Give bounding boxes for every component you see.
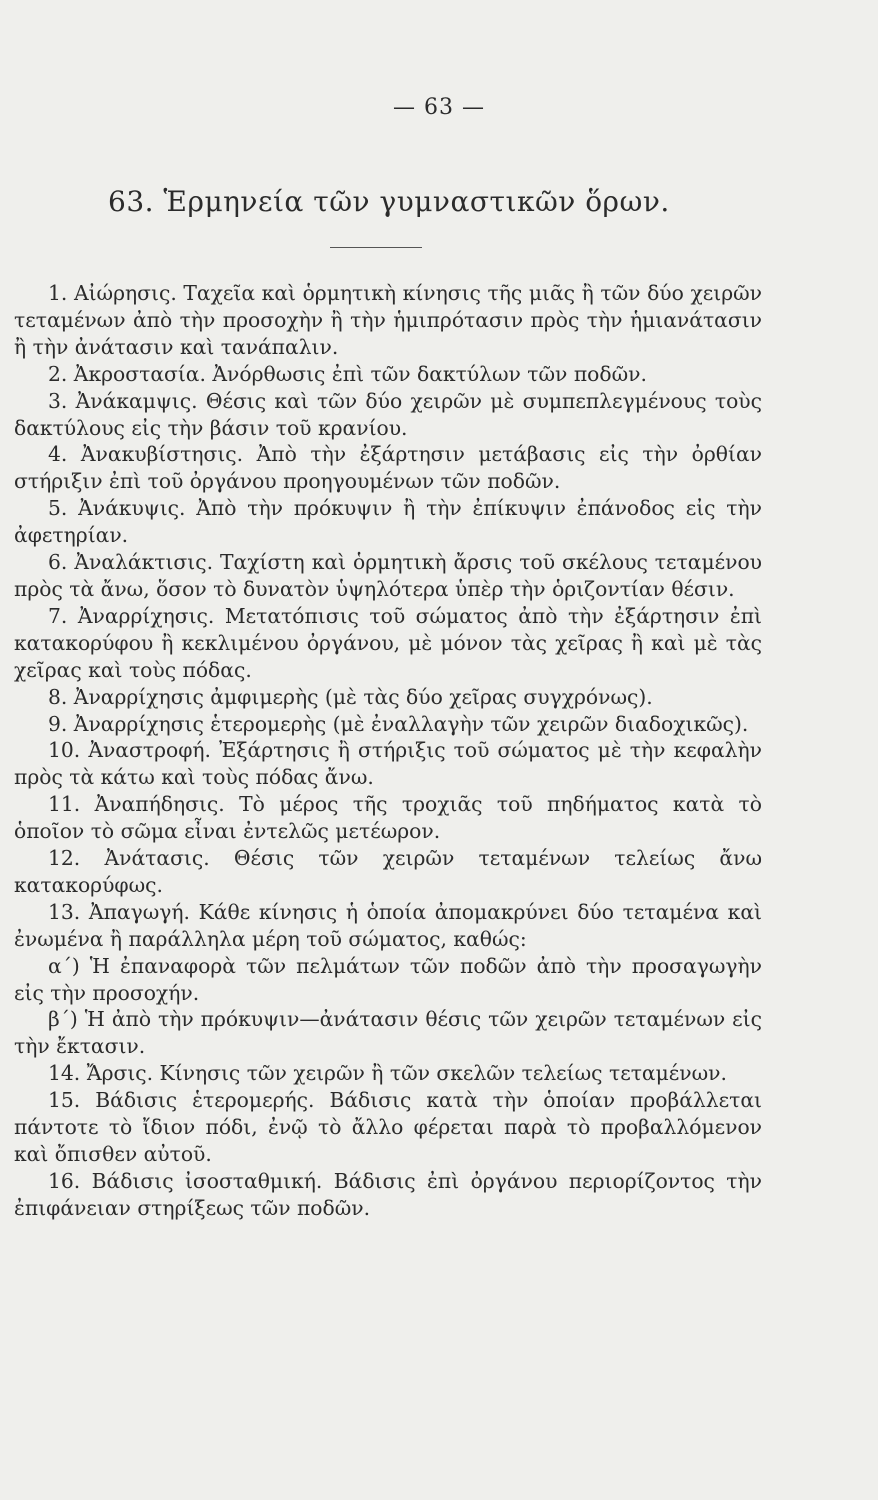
glossary-entry: 1. Αἰώρησις. Ταχεῖα καὶ ὁρμητικὴ κίνησις τῆς μιᾶς ἢ τῶν δύο χειρῶν τεταμένων ἀπὸ τὴν προσοχὴν ἢ τὴν ἡμιπρότασιν πρὸς τὴν ἡμιανάτασιν ἢ τὴν ἀνάτασιν καὶ τανάπαλιν. xyxy=(14,281,762,359)
glossary-entry: 15. Βάδισις ἑτερομερής. Βάδισις κατὰ τὴν ὁποίαν προβάλλεται πάντοτε τὸ ἴδιον πόδι, ἐνῷ τὸ ἄλλο φέρεται παρὰ τὸ προβαλλόμενον καὶ ὄπισθεν αὐτοῦ. xyxy=(14,1088,762,1166)
glossary-entry: 3. Ἀνάκαμψις. Θέσις καὶ τῶν δύο χειρῶν μὲ συμπεπλεγμένους τοὺς δακτύλους εἰς τὴν βάσιν τοῦ κρανίου. xyxy=(14,388,762,440)
glossary-entry: 5. Ἀνάκυψις. Ἀπὸ τὴν πρόκυψιν ἢ τὴν ἐπίκυψιν ἐπάνοδος εἰς τὴν ἀφετηρίαν. xyxy=(14,496,762,548)
glossary-entry: 6. Ἀναλάκτισις. Ταχίστη καὶ ὁρμητικὴ ἄρσις τοῦ σκέλους τεταμένου πρὸς τὰ ἄνω, ὅσον τὸ δυνατὸν ὑψηλότερα ὑπὲρ τὴν ὁριζοντίαν θέσιν. xyxy=(14,550,762,601)
glossary-entry: 8. Ἀναρρίχησις ἀμφιμερὴς (μὲ τὰς δύο χεῖρας συγχρόνως). xyxy=(48,684,653,709)
page-number: — 63 — xyxy=(393,95,485,120)
glossary-subentry: α΄) Ἡ ἐπαναφορὰ τῶν πελμάτων τῶν ποδῶν ἀπὸ τὴν προσαγωγὴν εἰς τὴν προσοχήν. xyxy=(14,953,762,1005)
glossary-entry: 2. Ἀκροστασία. Ἀνόρθωσις ἐπὶ τῶν δακτύλων τῶν ποδῶν. xyxy=(48,361,647,386)
glossary-subentry: β΄) Ἡ ἀπὸ τὴν πρόκυψιν—ἀνάτασιν θέσις τῶν χειρῶν τεταμένων εἰς τὴν ἔκτασιν. xyxy=(14,1007,762,1059)
glossary-entry: 14. Ἄρσις. Κίνησις τῶν χειρῶν ἢ τῶν σκελῶν τελείως τεταμένων. xyxy=(48,1061,727,1086)
glossary-entry: 7. Ἀναρρίχησις. Μετατόπισις τοῦ σώματος ἀπὸ τὴν ἐξάρτησιν ἐπὶ κατακορύφου ἢ κεκλιμένου ὀργάνου, μὲ μόνον τὰς χεῖρας ἢ καὶ μὲ τὰς χεῖρας καὶ τοὺς πόδας. xyxy=(14,603,762,682)
glossary-entry: 16. Βάδισις ἰσοσταθμική. Βάδισις ἐπὶ ὀργάνου περιορίζοντος τὴν ἐπιφάνειαν στηρίξεως τῶν ποδῶν. xyxy=(14,1168,762,1220)
section-title: 63. Ἑρμηνεία τῶν γυμναστικῶν ὅρων. xyxy=(108,185,670,218)
glossary-entry: 10. Ἀναστροφή. Ἐξάρτησις ἢ στήριξις τοῦ σώματος μὲ τὴν κεφαλὴν πρὸς τὰ κάτω καὶ τοὺς πόδας ἄνω. xyxy=(14,738,762,790)
glossary-entry: 12. Ἀνάτασις. Θέσις τῶν χειρῶν τεταμένων τελείως ἄνω κατακορύφως. xyxy=(14,846,762,897)
glossary-entry: 9. Ἀναρρίχησις ἑτερομερὴς (μὲ ἐναλλαγὴν τῶν χειρῶν διαδοχικῶς). xyxy=(48,711,749,736)
glossary-entry: 13. Ἀπαγωγή. Κάθε κίνησις ἡ ὁποία ἀπομακρύνει δύο τεταμένα καὶ ἐνωμένα ἢ παράλληλα μέρη τοῦ σώματος, καθώς: xyxy=(14,899,762,951)
title-divider xyxy=(330,247,422,248)
glossary-entry: 4. Ἀνακυβίστησις. Ἀπὸ τὴν ἐξάρτησιν μετάβασις εἰς τὴν ὀρθίαν στήριξιν ἐπὶ τοῦ ὀργάνου προηγουμένων τῶν ποδῶν. xyxy=(14,442,762,494)
glossary-entry: 11. Ἀναπήδησις. Τὸ μέρος τῆς τροχιᾶς τοῦ πηδήματος κατὰ τὸ ὁποῖον τὸ σῶμα εἶναι ἐντελῶς μετέωρον. xyxy=(14,792,762,844)
glossary-body xyxy=(14,280,762,1222)
